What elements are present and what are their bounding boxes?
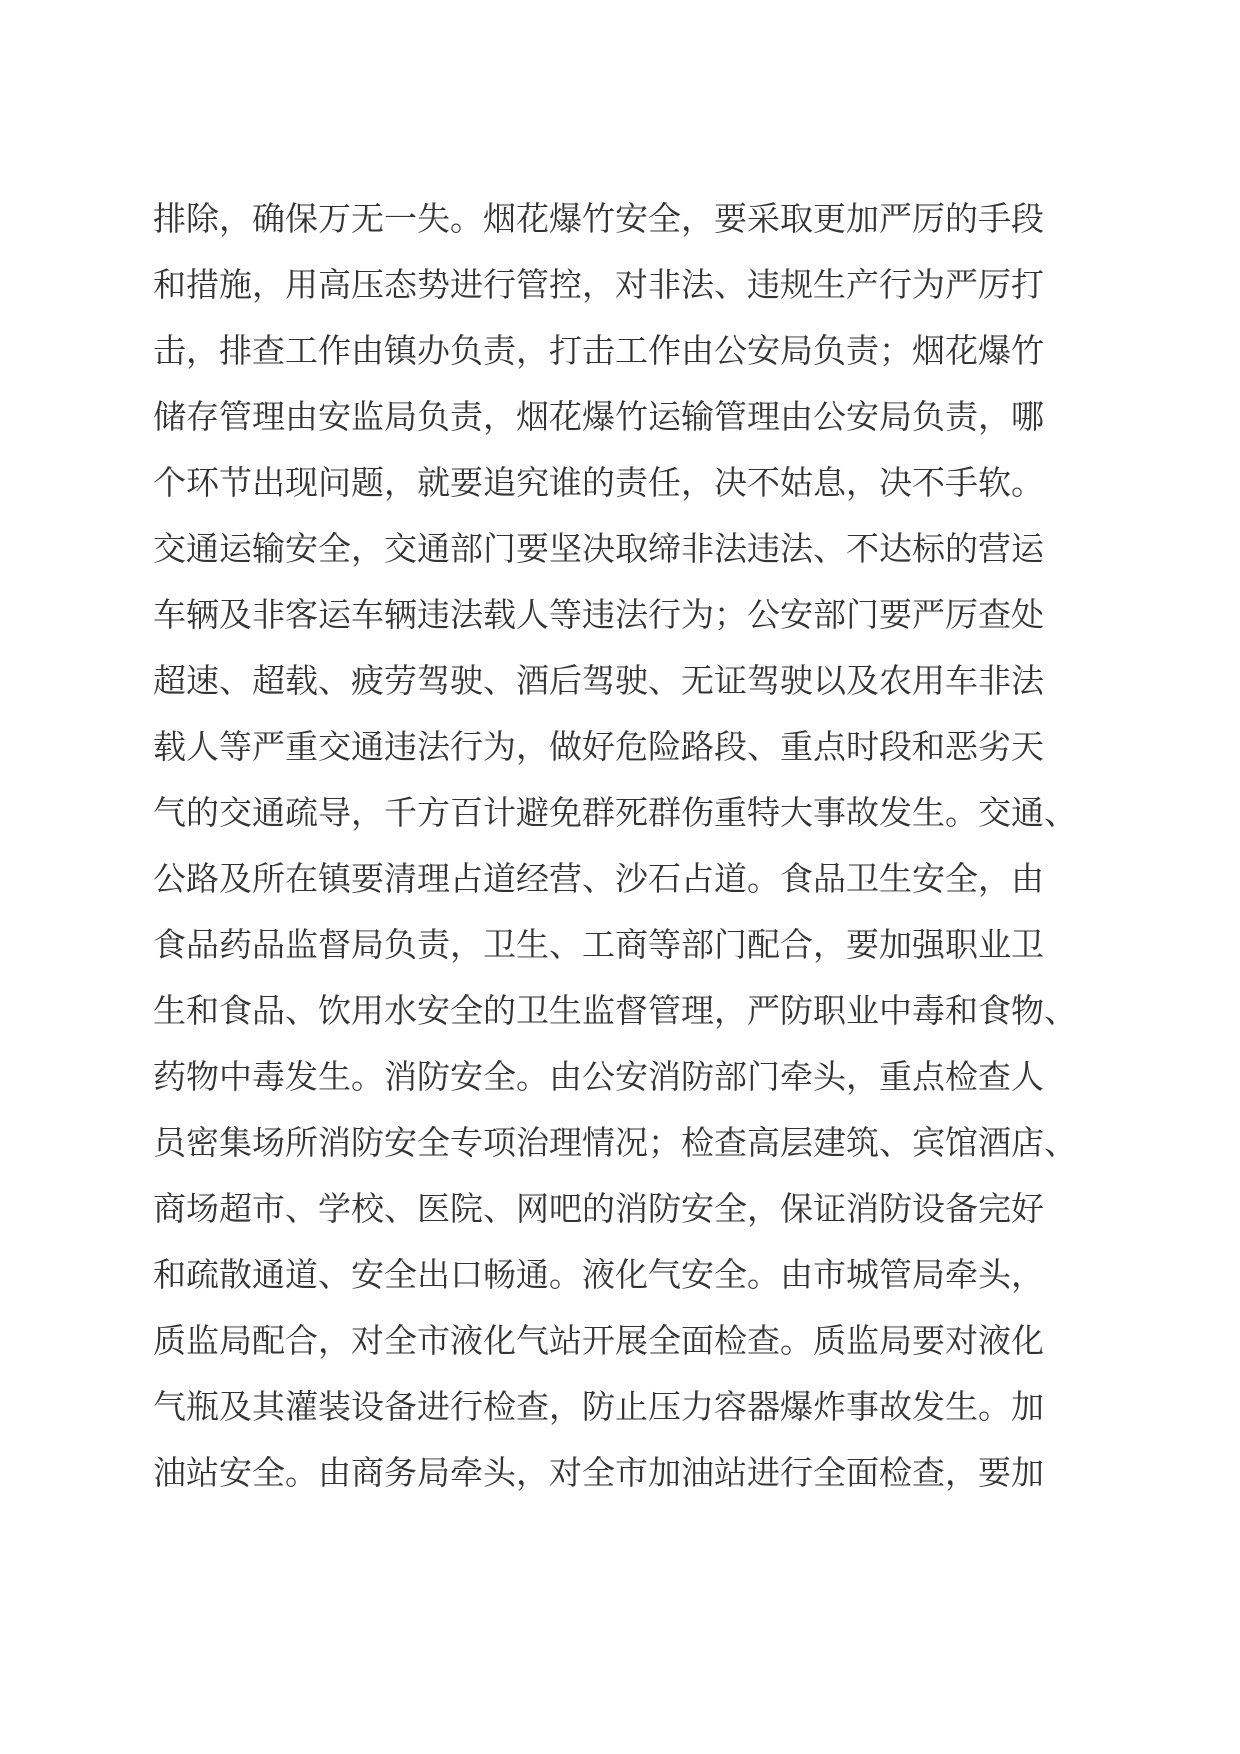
text-line: 药物中毒发生。消防安全。由公安消防部门牵头，重点检查人	[153, 1057, 1044, 1096]
text-line: 油站安全。由商务局牵头，对全市加油站进行全面检查，要加	[153, 1453, 1044, 1492]
text-line: 储存管理由安监局负责，烟花爆竹运输管理由公安局负责，哪	[153, 397, 1044, 436]
text-line: 公路及所在镇要清理占道经营、沙石占道。食品卫生安全，由	[153, 859, 1044, 898]
text-line: 车辆及非客运车辆违法载人等违法行为；公安部门要严厉查处	[153, 595, 1044, 634]
text-line: 载人等严重交通违法行为，做好危险路段、重点时段和恶劣天	[153, 727, 1044, 766]
text-line: 生和食品、饮用水安全的卫生监督管理，严防职业中毒和食物、	[153, 991, 1077, 1030]
text-line: 商场超市、学校、医院、网吧的消防安全，保证消防设备完好	[153, 1189, 1044, 1228]
text-line: 质监局配合，对全市液化气站开展全面检查。质监局要对液化	[153, 1321, 1044, 1360]
text-line: 食品药品监督局负责，卫生、工商等部门配合，要加强职业卫	[153, 925, 1044, 964]
text-line: 个环节出现问题，就要追究谁的责任，决不姑息，决不手软。	[153, 463, 1044, 502]
text-line: 气的交通疏导，千方百计避免群死群伤重特大事故发生。交通、	[153, 793, 1077, 832]
text-line: 排除，确保万无一失。烟花爆竹安全，要采取更加严厉的手段	[153, 199, 1044, 238]
text-line: 和疏散通道、安全出口畅通。液化气安全。由市城管局牵头，	[153, 1255, 1044, 1294]
text-line: 超速、超载、疲劳驾驶、酒后驾驶、无证驾驶以及农用车非法	[153, 661, 1044, 700]
text-line: 气瓶及其灌装设备进行检查，防止压力容器爆炸事故发生。加	[153, 1387, 1044, 1426]
text-line: 和措施，用高压态势进行管控，对非法、违规生产行为严厉打	[153, 265, 1044, 304]
text-line: 击，排查工作由镇办负责，打击工作由公安局负责；烟花爆竹	[153, 331, 1044, 370]
body-paragraph	[153, 186, 1093, 1506]
text-line: 员密集场所消防安全专项治理情况；检查高层建筑、宾馆酒店、	[153, 1123, 1077, 1162]
text-line: 交通运输安全，交通部门要坚决取缔非法违法、不达标的营运	[153, 529, 1044, 568]
